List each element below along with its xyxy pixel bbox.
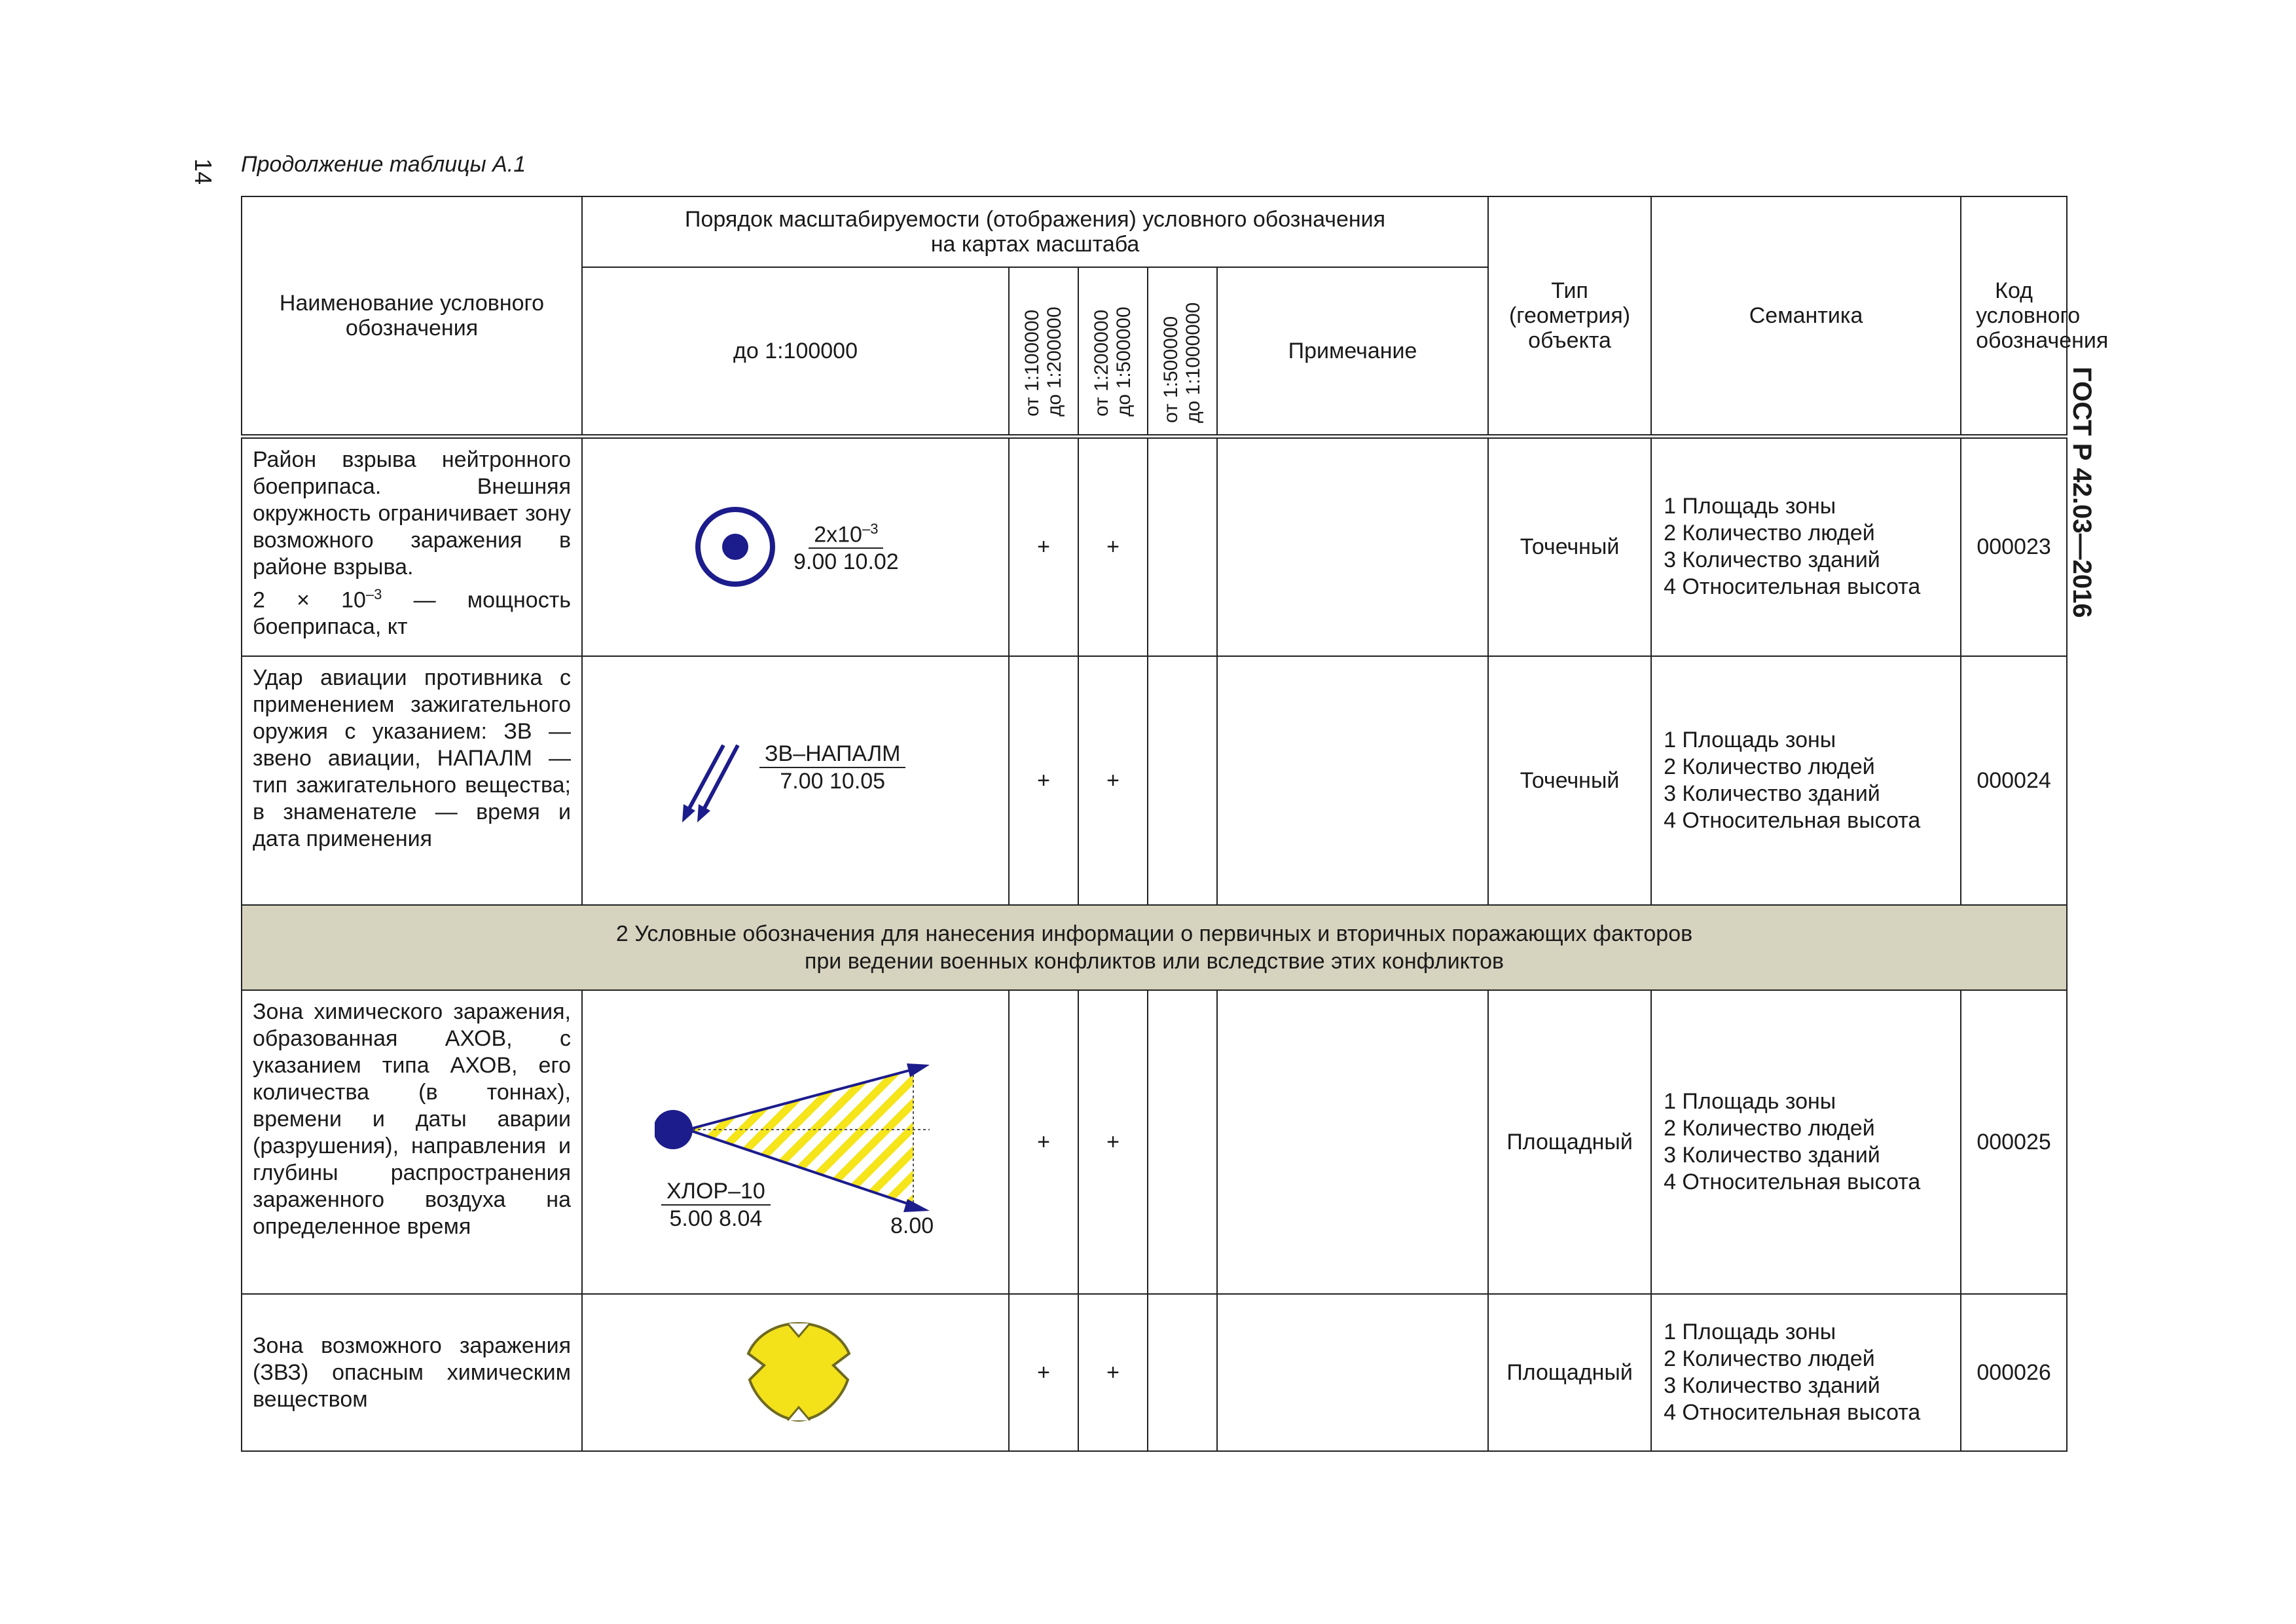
header-scale-1000000: от 1:500000 до 1:1000000 xyxy=(1148,267,1217,436)
header-scale-200000: от 1:100000 до 1:200000 xyxy=(1009,267,1078,436)
symbol-name: Зона химического заражения, образованная АХОВ, с указанием типа АХОВ, его количества (в тоннах), времени и даты аварии (разрушения), направления и глубины распространения зараженного воздуха на определенное время xyxy=(242,990,582,1294)
symbol-label: ХЛОР–10 5.00 8.04 xyxy=(661,1178,771,1232)
symbol-graphic-chemical-zone xyxy=(582,990,1009,1294)
symbol-code: 000025 xyxy=(1961,990,2067,1294)
symbol-code: 000026 xyxy=(1961,1294,2067,1451)
contamination-zone-icon xyxy=(737,1314,861,1432)
scale-cell: + xyxy=(1009,656,1078,905)
scale-cell: + xyxy=(1078,990,1148,1294)
note-cell xyxy=(1217,656,1488,905)
object-type: Площадный xyxy=(1488,1294,1651,1451)
object-type: Площадный xyxy=(1488,990,1651,1294)
scale-cell xyxy=(1148,990,1217,1294)
semantics-list: 1 Площадь зоны 2 Количество людей 3 Количество зданий 4 Относительная высота xyxy=(1651,436,1961,656)
scale-cell xyxy=(1148,656,1217,905)
scale-cell xyxy=(1148,436,1217,656)
header-name: Наименование условного обозначения xyxy=(242,196,582,436)
note-cell xyxy=(1217,990,1488,1294)
semantics-list: 1 Площадь зоны 2 Количество людей 3 Количество зданий 4 Относительная высота xyxy=(1651,990,1961,1294)
blast-circle-icon xyxy=(693,504,778,589)
object-type: Точечный xyxy=(1488,656,1651,905)
symbol-name: Район взрыва нейтронного боеприпаса. Внешняя окружность ограничивает зону возможного заражения в районе взрыва. $2 \times 10^{-3}$ — мощность боеприпаса, кт xyxy=(242,436,582,656)
symbol-code: 000023 xyxy=(1961,436,2067,656)
symbol-time-label: 8.00 xyxy=(890,1213,934,1238)
symbol-label: $\frac{2x10^{-3}}{9.00 10.02}$ xyxy=(793,516,899,575)
scale-cell: + xyxy=(1078,1294,1148,1451)
symbol-graphic-incendiary-strike xyxy=(582,656,1009,905)
header-scale-100000: до 1:100000 xyxy=(582,267,1009,436)
section-heading: 2 Условные обозначения для нанесения информации о первичных и вторичных поражающих факторов при ведении военных конфликтов или вследствие этих конфликтов xyxy=(242,905,2067,990)
scale-cell: + xyxy=(1078,656,1148,905)
table-continuation-caption: Продолжение таблицы А.1 xyxy=(241,152,526,177)
header-scale-group: Порядок масштабируемости (отображения) условного обозначения на картах масштаба xyxy=(582,196,1488,267)
scale-cell xyxy=(1148,1294,1217,1451)
symbol-name: Удар авиации противника с применением зажигательного оружия с указанием: ЗВ — звено авиации, НАПАЛМ — тип зажигательного вещества; в знаменателе — время и дата применения xyxy=(242,656,582,905)
symbol-name: Зона возможного заражения (ЗВЗ) опасным химическим веществом xyxy=(242,1294,582,1451)
scale-cell: + xyxy=(1009,1294,1078,1451)
header-type: Тип (геометрия) объекта xyxy=(1488,196,1651,436)
symbol-label: ЗВ–НАПАЛМ 7.00 10.05 xyxy=(759,741,905,794)
scale-cell: + xyxy=(1009,436,1078,656)
symbol-graphic-possible-contamination xyxy=(582,1294,1009,1451)
semantics-list: 1 Площадь зоны 2 Количество людей 3 Количество зданий 4 Относительная высота xyxy=(1651,1294,1961,1451)
header-scale-500000: от 1:200000 до 1:500000 xyxy=(1078,267,1148,436)
header-note: Примечание xyxy=(1217,267,1488,436)
header-row-1 xyxy=(242,196,2067,267)
symbol-code: 000024 xyxy=(1961,656,2067,905)
table-row xyxy=(242,436,2067,656)
strike-arrows-icon xyxy=(674,739,740,827)
page-number: 14 xyxy=(190,158,217,185)
symbol-graphic-neutron-blast xyxy=(582,436,1009,656)
header-semantics: Семантика xyxy=(1651,196,1961,436)
table-row xyxy=(242,990,2067,1294)
section-row xyxy=(242,905,2067,990)
table-row xyxy=(242,1294,2067,1451)
table-row xyxy=(242,656,2067,905)
object-type: Точечный xyxy=(1488,436,1651,656)
note-cell xyxy=(1217,1294,1488,1451)
scale-cell: + xyxy=(1078,436,1148,656)
note-cell xyxy=(1217,436,1488,656)
standard-designation: ГОСТ Р 42.03—2016 xyxy=(2068,367,2096,618)
semantics-list: 1 Площадь зоны 2 Количество людей 3 Количество зданий 4 Относительная высота xyxy=(1651,656,1961,905)
header-code: Код условного обозначения xyxy=(1961,196,2067,436)
scale-cell: + xyxy=(1009,990,1078,1294)
